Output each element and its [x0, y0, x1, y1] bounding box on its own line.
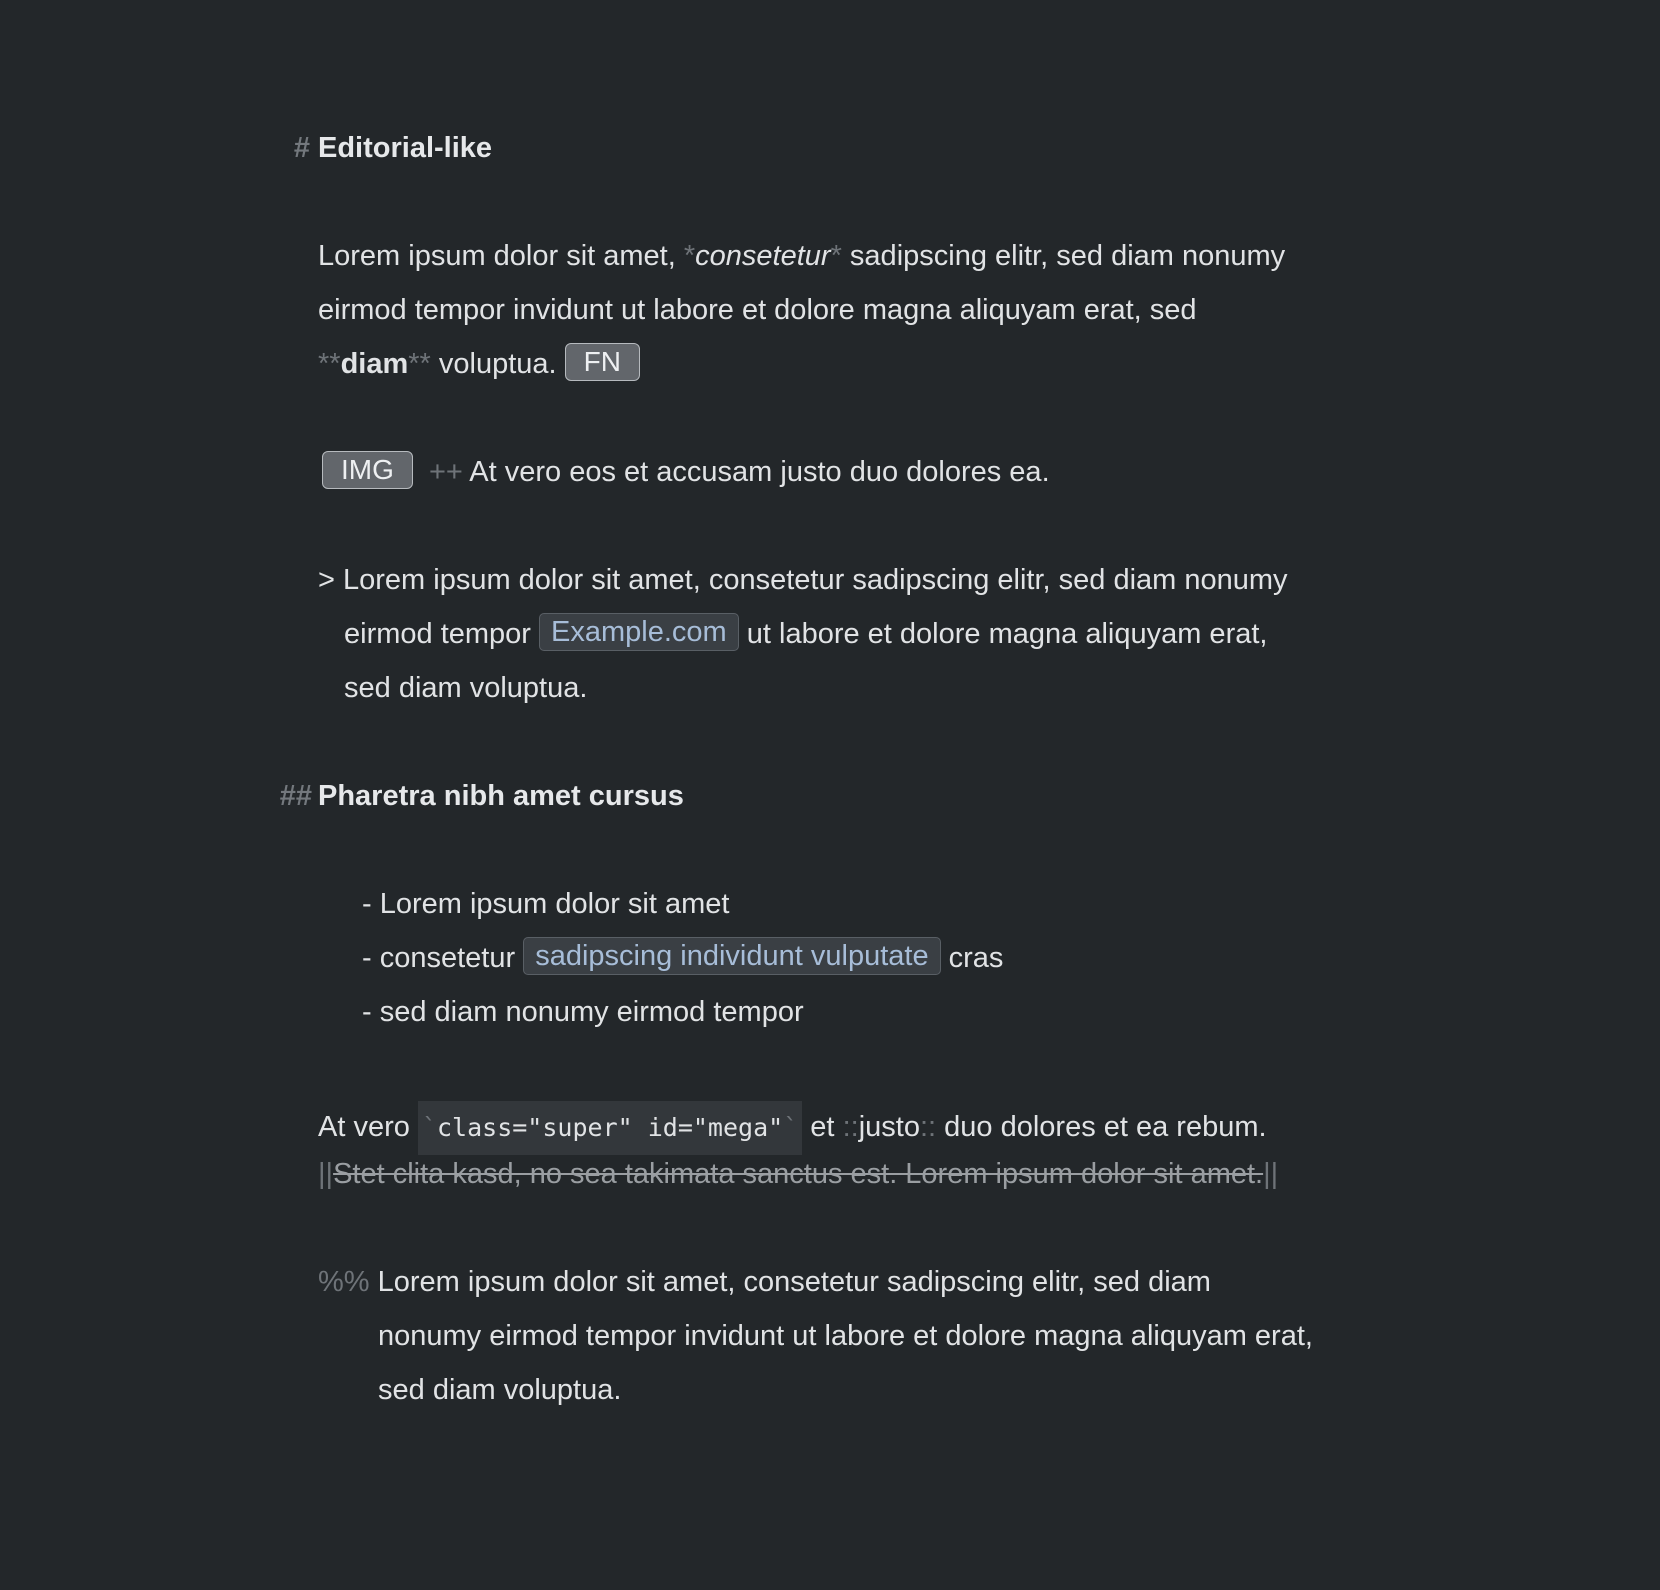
- highlight-marker-open: ::: [842, 1111, 859, 1143]
- em-marker-open: *: [683, 240, 696, 272]
- blockquote-marker: >: [318, 564, 335, 596]
- list-link[interactable]: sadipscing individunt vulputate: [523, 937, 940, 975]
- code-marker-close: `: [783, 1113, 799, 1142]
- strikethrough-text: Stet clita kasd, no sea takimata sanctus est. Lorem ipsum dolor sit amet.: [333, 1158, 1264, 1190]
- heading2-marker: ##: [279, 780, 312, 812]
- bold-text: diam: [340, 348, 409, 380]
- list-item[interactable]: [362, 938, 1003, 978]
- paragraph1-line1[interactable]: [318, 236, 1285, 276]
- paragraph1-text-c: voluptua.: [430, 348, 557, 380]
- strike-marker-close: ||: [1263, 1158, 1279, 1190]
- blockquote-line2[interactable]: [344, 614, 1267, 654]
- code-paragraph-text-c: duo dolores et ea rebum.: [936, 1111, 1267, 1143]
- code-paragraph-text-b: et: [802, 1111, 843, 1143]
- bold-marker-close: **: [408, 348, 431, 380]
- strike-marker-open: ||: [318, 1158, 334, 1190]
- image-line[interactable]: [322, 452, 1050, 492]
- image-caption: At vero eos et accusam justo duo dolores ea.: [469, 456, 1050, 488]
- paragraph1-text-a: Lorem ipsum dolor sit amet,: [318, 240, 684, 272]
- comment-marker: %%: [318, 1266, 370, 1298]
- heading1-title[interactable]: Editorial-like: [318, 132, 493, 164]
- footnote-badge[interactable]: FN: [565, 343, 640, 381]
- emphasis-text: consetetur: [695, 240, 831, 272]
- list-item[interactable]: - Lorem ipsum dolor sit amet: [362, 888, 730, 920]
- paragraph1-text-b: sadipscing elitr, sed diam nonumy: [841, 240, 1286, 272]
- heading1-marker: #: [293, 132, 310, 164]
- list-item-text: - consetetur: [362, 942, 516, 974]
- list-item[interactable]: - sed diam nonumy eirmod tempor: [362, 996, 804, 1028]
- blockquote-text-1: Lorem ipsum dolor sit amet, consetetur sadipscing elitr, sed diam nonumy: [343, 564, 1288, 596]
- blockquote-line3[interactable]: sed diam voluptua.: [344, 672, 588, 704]
- code-marker-open: `: [421, 1113, 437, 1142]
- paragraph1-line2[interactable]: eirmod tempor invidunt ut labore et dolore magna aliquyam erat, sed: [318, 294, 1197, 326]
- blockquote-line1[interactable]: [318, 560, 1288, 600]
- paragraph1-line3[interactable]: [318, 344, 640, 384]
- bold-marker-open: **: [318, 348, 341, 380]
- image-badge[interactable]: IMG: [322, 451, 413, 489]
- code-paragraph-line1[interactable]: [318, 1100, 1267, 1155]
- em-marker-close: *: [830, 240, 842, 272]
- blockquote-text-2b: ut labore et dolore magna aliquyam erat,: [746, 618, 1268, 650]
- comment-line2[interactable]: nonumy eirmod tempor invidunt ut labore et dolore magna aliquyam erat,: [378, 1320, 1313, 1352]
- heading2-title[interactable]: Pharetra nibh amet cursus: [318, 780, 684, 812]
- list-item-text: cras: [948, 942, 1004, 974]
- highlight-marker-close: ::: [919, 1111, 937, 1143]
- strikethrough-line[interactable]: [318, 1154, 1278, 1194]
- example-link[interactable]: Example.com: [539, 613, 739, 651]
- code-paragraph-text-a: At vero: [318, 1111, 410, 1143]
- image-caption-marker: ++: [428, 456, 463, 488]
- comment-line3[interactable]: sed diam voluptua.: [378, 1374, 622, 1406]
- inline-code-text: class="super" id="mega": [437, 1113, 784, 1142]
- inline-code[interactable]: [418, 1101, 802, 1155]
- comment-line1[interactable]: [318, 1262, 1211, 1302]
- highlight-text: justo: [858, 1111, 920, 1143]
- blockquote-text-2a: eirmod tempor: [344, 618, 531, 650]
- comment-text-1: Lorem ipsum dolor sit amet, consetetur sadipscing elitr, sed diam: [377, 1266, 1211, 1298]
